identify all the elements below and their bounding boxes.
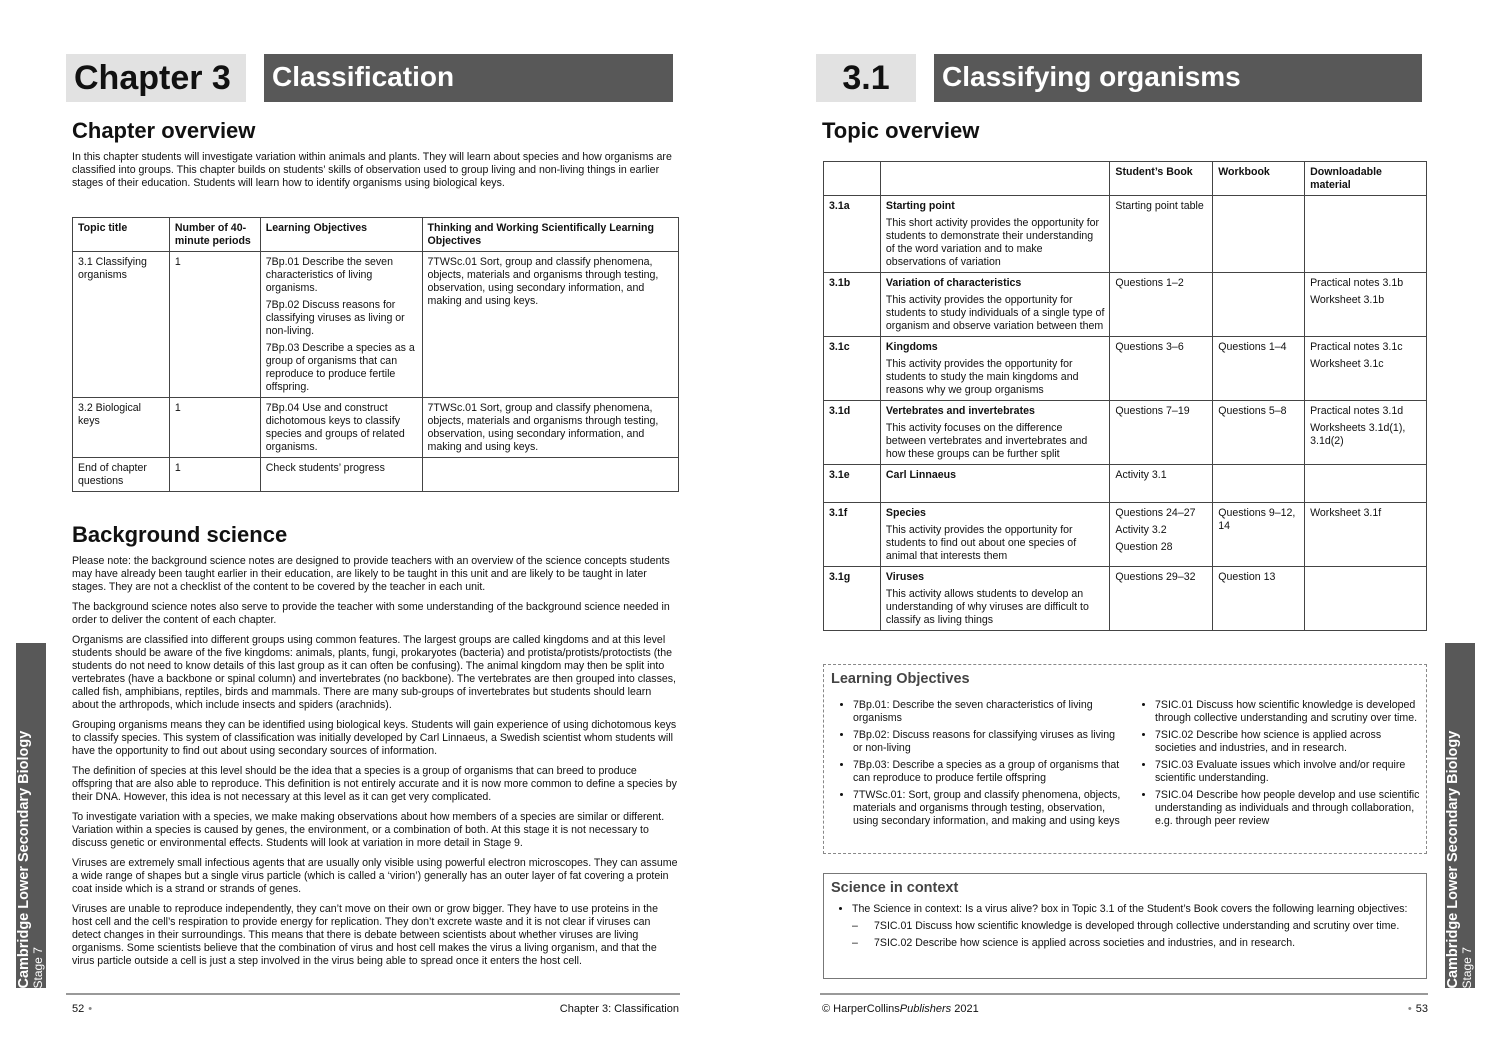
stage-label: Stage 7 — [1460, 946, 1474, 988]
download-item: Worksheet 3.1c — [1310, 358, 1384, 370]
tws-cell: 7TWSc.01 Sort, group and classify phenomena, objects, materials and organisms through testing, observation, using secondary information, and making and using keys. — [422, 252, 678, 398]
objectives-cell — [260, 458, 422, 492]
book-cell — [1110, 465, 1213, 503]
book-item: Questions 3–6 — [1115, 341, 1184, 353]
background-paragraph: Grouping organisms means they can be identified using biological keys. Students will gain experience of using dichotomous keys to classify species. This system of classification was initially developed by Carl Linnaeus, a Swedish scientist whom students will have the opportunity to find out about using secondary sources of information. — [72, 719, 677, 757]
workbook-cell — [1213, 465, 1305, 503]
header-cell — [824, 162, 881, 196]
page-number: 53 — [1415, 1003, 1428, 1015]
learning-objective-item: • 7SIC.03 Evaluate issues which involve and/or require scientific understanding. — [1155, 759, 1425, 785]
download-cell — [1305, 401, 1427, 465]
learning-objectives-box — [823, 664, 1427, 854]
download-cell — [1305, 337, 1427, 401]
background-science-heading: Background science — [72, 522, 288, 547]
download-item: Worksheets 3.1d(1), 3.1d(2) — [1310, 422, 1406, 447]
learning-objective-item: • 7SIC.02 Describe how science is applied across societies and industries, and in research. — [1155, 729, 1425, 755]
header-cell: Thinking and Working Scientifically Learning Objectives — [422, 218, 678, 252]
activity-cell — [880, 337, 1109, 401]
activity-description: This activity allows students to develop an understanding of why viruses are difficult to classify as living things — [885, 588, 1089, 626]
download-cell — [1305, 273, 1427, 337]
table-row — [824, 196, 1427, 273]
workbook-cell — [1213, 503, 1305, 567]
background-paragraph: Organisms are classified into different groups using common features. The largest groups are called kingdoms and at this level students should be aware of the five kingdoms: animals, plants, fungi, prokaryotes (bacteria) and protista/protists/protoctists (the students do not need to know details of this last group as it can often be confusing). The animal kingdom may then be split into vertebrates (have a backbone or spinal column) and invertebrates (no backbone). The vertebrates are then grouped into classes, called fish, amphibians, reptiles, birds and mammals. There are many sub-groups of invertebrates but students should learn about the arthropods, which include insects and spiders (arachnids). — [72, 634, 676, 711]
header-cell: Topic title — [73, 218, 170, 252]
book-cell — [1110, 273, 1213, 337]
workbook-item: Questions 5–8 — [1218, 405, 1287, 417]
activity-title: Variation of characteristics — [885, 277, 1022, 289]
topic-title-cell: End of chapter questions — [73, 458, 170, 492]
background-paragraph: The definition of species at this level should be the idea that a species is a group of organisms that can breed to produce offspring that are also able to reproduce. This definition is not entirely accurate and it is now more common to define a species by their DNA. However, this idea is not necessary at this level as it can get very complicated. — [72, 765, 677, 803]
periods-cell: 1 — [169, 458, 260, 492]
book-cell — [1110, 503, 1213, 567]
activity-description: This short activity provides the opportunity for students to demonstrate their understanding of the word variation and to make observations of variation — [885, 217, 1100, 268]
science-in-context-items — [852, 920, 1412, 950]
background-paragraph: Please note: the background science notes are designed to provide teachers with an overview of the science concepts students may have already been taught earlier in their education, are likely to be taught in this unit and are likely to be taught in later stages. They are not a checklist of the content to be covered by the teacher in each unit. — [72, 555, 670, 593]
page-number: 52 — [72, 1003, 85, 1015]
topic-overview-heading: Topic overview — [822, 118, 980, 143]
header-cell: Workbook — [1213, 162, 1305, 196]
table-header-row — [824, 162, 1427, 196]
activity-id-cell: 3.1g — [824, 567, 881, 631]
download-cell — [1305, 567, 1427, 631]
activity-id-cell: 3.1a — [824, 196, 881, 273]
objective-text: Check students’ progress — [265, 462, 385, 474]
learning-objective-item: • 7Bp.03: Describe a species as a group of organisms that can reproduce to produce fertile offspring — [853, 759, 1123, 785]
header-cell: Student’s Book — [1110, 162, 1213, 196]
book-item: Activity 3.1 — [1115, 469, 1167, 481]
table-row — [824, 337, 1427, 401]
download-item: Worksheet 3.1f — [1310, 507, 1382, 519]
workbook-cell — [1213, 337, 1305, 401]
science-in-context-list — [824, 903, 1412, 954]
activity-cell — [880, 465, 1109, 503]
table-row — [824, 503, 1427, 567]
footer-chapter: Chapter 3: Classification — [559, 1003, 679, 1015]
periods-cell: 1 — [169, 398, 260, 458]
workbook-cell — [1213, 196, 1305, 273]
activity-title: Starting point — [885, 200, 955, 212]
learning-objective-item: • 7TWSc.01: Sort, group and classify phenomena, objects, materials and organisms through testing, observation, using secondary information, and making and using keys — [853, 789, 1123, 828]
workbook-cell — [1213, 401, 1305, 465]
learning-objectives-list-right — [1133, 699, 1425, 832]
activity-id-cell: 3.1b — [824, 273, 881, 337]
learning-objective-item: • 7Bp.01: Describe the seven characteristics of living organisms — [853, 699, 1123, 725]
activity-title: Carl Linnaeus — [885, 469, 956, 481]
stage-label: Stage 7 — [31, 946, 45, 988]
book-cell — [1110, 196, 1213, 273]
workbook-item: Questions 1–4 — [1218, 341, 1287, 353]
chapter-topic-table — [72, 217, 679, 492]
workbook-cell — [1213, 567, 1305, 631]
tws-cell — [422, 458, 678, 492]
table-row — [73, 458, 679, 492]
right-page — [750, 0, 1500, 1060]
download-item: Worksheet 3.1b — [1310, 294, 1385, 306]
science-in-context-item: – 7SIC.01 Discuss how scientific knowledge is developed through collective understanding and scrutiny over time. — [874, 920, 1412, 933]
table-row — [824, 465, 1427, 503]
background-science-text — [72, 555, 680, 975]
background-paragraph: To investigate variation with a species, we make making observations about how members of a species are similar or different. Variation within a species is caused by genes, the environment, or a combination of both. At this stage it is not necessary to discuss genetic or environmental effects. Students will look at variation in more detail in Stage 9. — [72, 811, 665, 849]
activity-id-cell: 3.1e — [824, 465, 881, 503]
chapter-overview-heading: Chapter overview — [72, 118, 256, 143]
header-cell: Learning Objectives — [260, 218, 422, 252]
topic-title: Classifying organisms — [934, 54, 1422, 102]
footer-rule — [66, 993, 680, 995]
activity-title: Kingdoms — [885, 341, 938, 353]
tws-cell: 7TWSc.01 Sort, group and classify phenomena, objects, materials and organisms through testing, observation, using secondary information, and making and using keys. — [422, 398, 678, 458]
book-item: Questions 7–19 — [1115, 405, 1190, 417]
workbook-cell — [1213, 273, 1305, 337]
activity-id-cell: 3.1d — [824, 401, 881, 465]
workbook-item: Questions 9–12, 14 — [1218, 507, 1296, 532]
header-cell — [880, 162, 1109, 196]
activity-title: Species — [885, 507, 926, 519]
topic-overview-table-body — [824, 162, 1427, 631]
activity-cell — [880, 503, 1109, 567]
science-in-context-title: Science in context — [831, 880, 959, 896]
book-cell — [1110, 337, 1213, 401]
footer-page-number: 52 • — [72, 1003, 93, 1015]
workbook-item: Question 13 — [1218, 571, 1276, 583]
activity-description: This activity provides the opportunity for students to find out about one species of animal that interests them — [885, 524, 1077, 562]
download-item: Practical notes 3.1d — [1310, 405, 1404, 417]
book-item: Activity 3.2 — [1115, 524, 1167, 536]
series-title: Cambridge Lower Secondary Biology — [16, 730, 32, 988]
side-tab-left — [16, 643, 46, 988]
footer-rule — [820, 993, 1428, 995]
download-item: Practical notes 3.1b — [1310, 277, 1404, 289]
book-cell — [1110, 401, 1213, 465]
activity-description: This activity provides the opportunity for students to study individuals of a single type of organism and observe variation between them — [885, 294, 1105, 332]
science-in-context-box — [823, 873, 1427, 979]
activity-cell — [880, 196, 1109, 273]
chapter-topic-table-body — [73, 218, 679, 492]
objective-text: 7Bp.01 Describe the seven characteristics of living organisms. — [265, 256, 393, 294]
background-paragraph: Viruses are unable to reproduce independently, they can’t move on their own or grow bigger. They have to use proteins in the host cell and the cell’s respiration to provide energy for replication. They don’t excrete waste and it is not clear if viruses can detect changes in their surroundings. This means that there is debate between scientists about whether viruses are living organisms. Some scientists believe that the combination of virus and host cell makes the virus a living organism, and that the virus particle outside a cell is just a step involved in the virus being able to spread once it enters the host cell. — [72, 903, 658, 967]
topic-title-cell: 3.2 Biological keys — [73, 398, 170, 458]
header-cell: Downloadable material — [1305, 162, 1427, 196]
activity-description: This activity provides the opportunity for students to study the main kingdoms and reasons why we group organisms — [885, 358, 1079, 396]
learning-objectives-list-left — [831, 699, 1123, 832]
table-row — [824, 401, 1427, 465]
book-item: Starting point table — [1115, 200, 1204, 212]
footer-copyright: © HarperCollinsPublishers 2021 — [822, 1003, 979, 1015]
footer-page-number: • 53 — [1407, 1003, 1428, 1015]
learning-objective-item: • 7Bp.02: Discuss reasons for classifying viruses as living or non-living — [853, 729, 1123, 755]
activity-title: Vertebrates and invertebrates — [885, 405, 1035, 417]
activity-id-cell: 3.1f — [824, 503, 881, 567]
science-in-context-item: – 7SIC.02 Describe how science is applied across societies and industries, and in research. — [874, 937, 1412, 950]
activity-cell — [880, 567, 1109, 631]
table-row — [824, 273, 1427, 337]
book-item: Question 28 — [1115, 541, 1173, 553]
periods-cell: 1 — [169, 252, 260, 398]
table-row — [73, 398, 679, 458]
activity-cell — [880, 401, 1109, 465]
learning-objective-item: • 7SIC.01 Discuss how scientific knowledge is developed through collective understanding and scrutiny over time. — [1155, 699, 1425, 725]
objective-text: 7Bp.04 Use and construct dichotomous keys to classify species and groups of related organisms. — [265, 402, 405, 453]
book-item: Questions 24–27 — [1115, 507, 1196, 519]
background-paragraph: The background science notes also serve to provide the teacher with some understanding of the background science needed in order to deliver the content of each chapter. — [72, 601, 670, 626]
chapter-label: Chapter 3 — [66, 54, 246, 102]
download-cell — [1305, 503, 1427, 567]
header-cell: Number of 40-minute periods — [169, 218, 260, 252]
learning-objectives-title: Learning Objectives — [831, 671, 970, 687]
learning-objective-item: • 7SIC.04 Describe how people develop and use scientific understanding as individuals and through collaboration, e.g. through peer review — [1155, 789, 1425, 828]
series-title: Cambridge Lower Secondary Biology — [1445, 730, 1461, 988]
chapter-title: Classification — [264, 54, 673, 102]
table-row — [824, 567, 1427, 631]
activity-cell — [880, 273, 1109, 337]
background-paragraph: Viruses are extremely small infectious agents that are usually only visible using powerful electron microscopes. They can assume a wide range of shapes but a single virus particle (which is called a ‘virion’) generally has an outer layer of fat covering a protein coat inside which is a strand or strands of genes. — [72, 857, 678, 895]
download-cell — [1305, 196, 1427, 273]
objective-text: 7Bp.02 Discuss reasons for classifying viruses as living or non-living. — [265, 299, 405, 337]
topic-title-cell: 3.1 Classifying organisms — [73, 252, 170, 398]
objectives-cell — [260, 398, 422, 458]
book-cell — [1110, 567, 1213, 631]
book-item: Questions 1–2 — [1115, 277, 1184, 289]
objectives-cell — [260, 252, 422, 398]
objective-text: 7Bp.03 Describe a species as a group of organisms that can reproduce to produce fertile offspring. — [265, 342, 415, 393]
science-in-context-intro: • The Science in context: Is a virus alive? box in Topic 3.1 of the Student’s Book covers the following learning objectives: – 7SIC.01 Discuss how scientific knowledge is developed through collective understanding and scrutiny over time. – 7SIC.02 Describe how science is applied across societies and industries, and in research. — [852, 903, 1412, 950]
download-cell — [1305, 465, 1427, 503]
chapter-overview-text: In this chapter students will investigate variation within animals and plants. They will learn about species and how organisms are classified into groups. This chapter builds on students’ skills of observation used to group living and non-living things in earlier stages of their education. Students will learn how to identify organisms using biological keys. — [72, 151, 672, 189]
table-header-row — [73, 218, 679, 252]
topic-number: 3.1 — [816, 54, 916, 102]
topic-overview-table — [823, 161, 1427, 631]
download-item: Practical notes 3.1c — [1310, 341, 1403, 353]
table-row — [73, 252, 679, 398]
activity-description: This activity focuses on the difference between vertebrates and invertebrates and how these groups can be further split — [885, 422, 1088, 460]
activity-title: Viruses — [885, 571, 924, 583]
side-tab-right — [1445, 643, 1475, 988]
book-item: Questions 29–32 — [1115, 571, 1196, 583]
activity-id-cell: 3.1c — [824, 337, 881, 401]
